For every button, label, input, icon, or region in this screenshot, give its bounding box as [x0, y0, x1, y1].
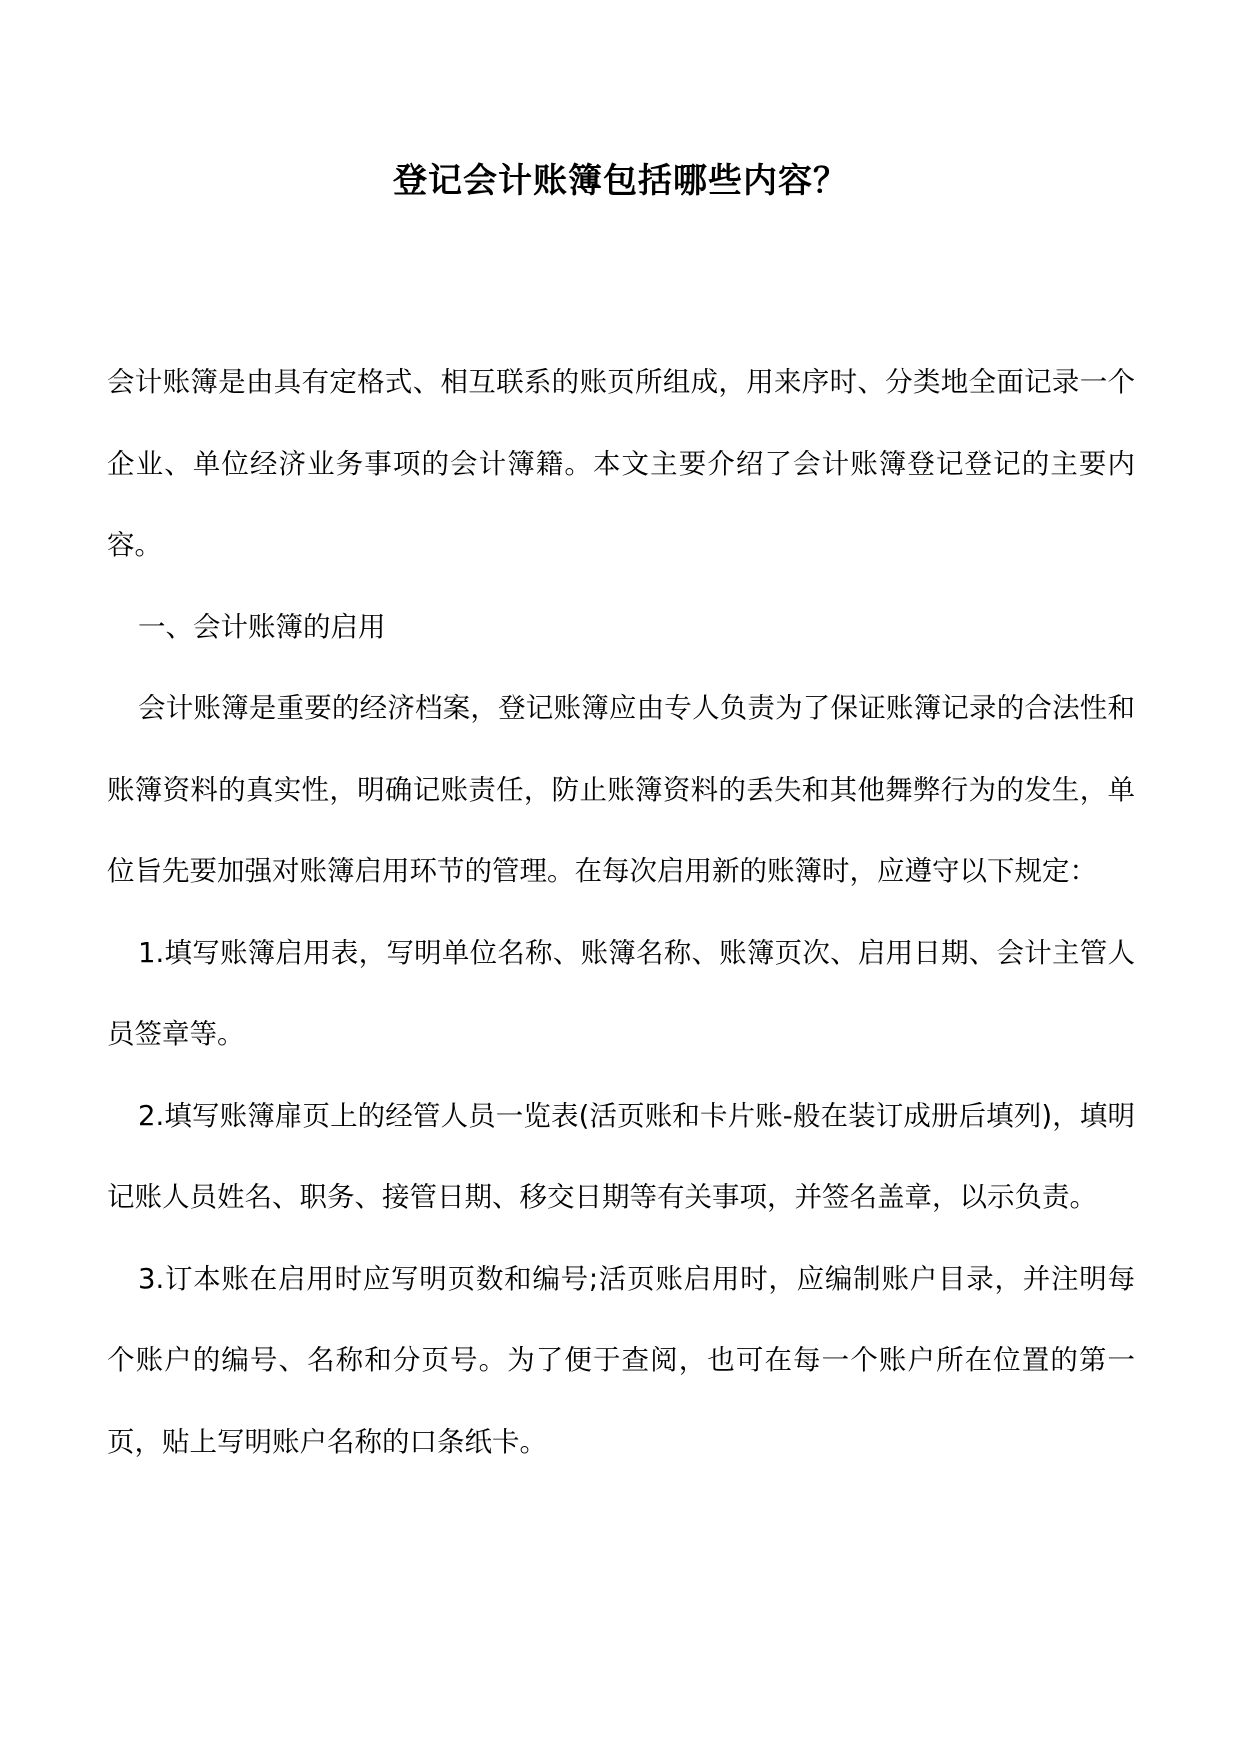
document-body	[107, 342, 1135, 1483]
list-item-2: 2.填写账簿扉页上的经管人员一览表(活页账和卡片账-般在装订成册后填列)，填明记账人员姓名、职务、接管日期、移交日期等有关事项，并签名盖章，以示负责。	[107, 1099, 1135, 1213]
section-heading: 一、会计账簿的启用	[138, 610, 386, 643]
section-paragraph: 会计账簿是重要的经济档案，登记账簿应由专人负责为了保证账簿记录的合法性和账簿资料的真实性，明确记账责任，防止账簿资料的丢失和其他舞弊行为的发生，单位旨先要加强对账簿启用环节的管理。在每次启用新的账簿时，应遵守以下规定：	[107, 692, 1135, 887]
intro-paragraph: 会计账簿是由具有定格式、相互联系的账页所组成，用来序时、分类地全面记录一个企业、单位经济业务事项的会计簿籍。本文主要介绍了会计账簿登记登记的主要内容。	[107, 366, 1135, 561]
list-item-3: 3.订本账在启用时应写明页数和编号;活页账启用时，应编制账户目录，并注明每个账户的编号、名称和分页号。为了便于查阅，也可在每一个账户所在位置的第一页，贴上写明账户名称的口条纸卡。	[107, 1262, 1135, 1458]
list-item-1: 1.填写账簿启用表，写明单位名称、账簿名称、账簿页次、启用日期、会计主管人员签章等。	[107, 936, 1135, 1050]
document-title: 登记会计账簿包括哪些内容？	[393, 161, 848, 201]
